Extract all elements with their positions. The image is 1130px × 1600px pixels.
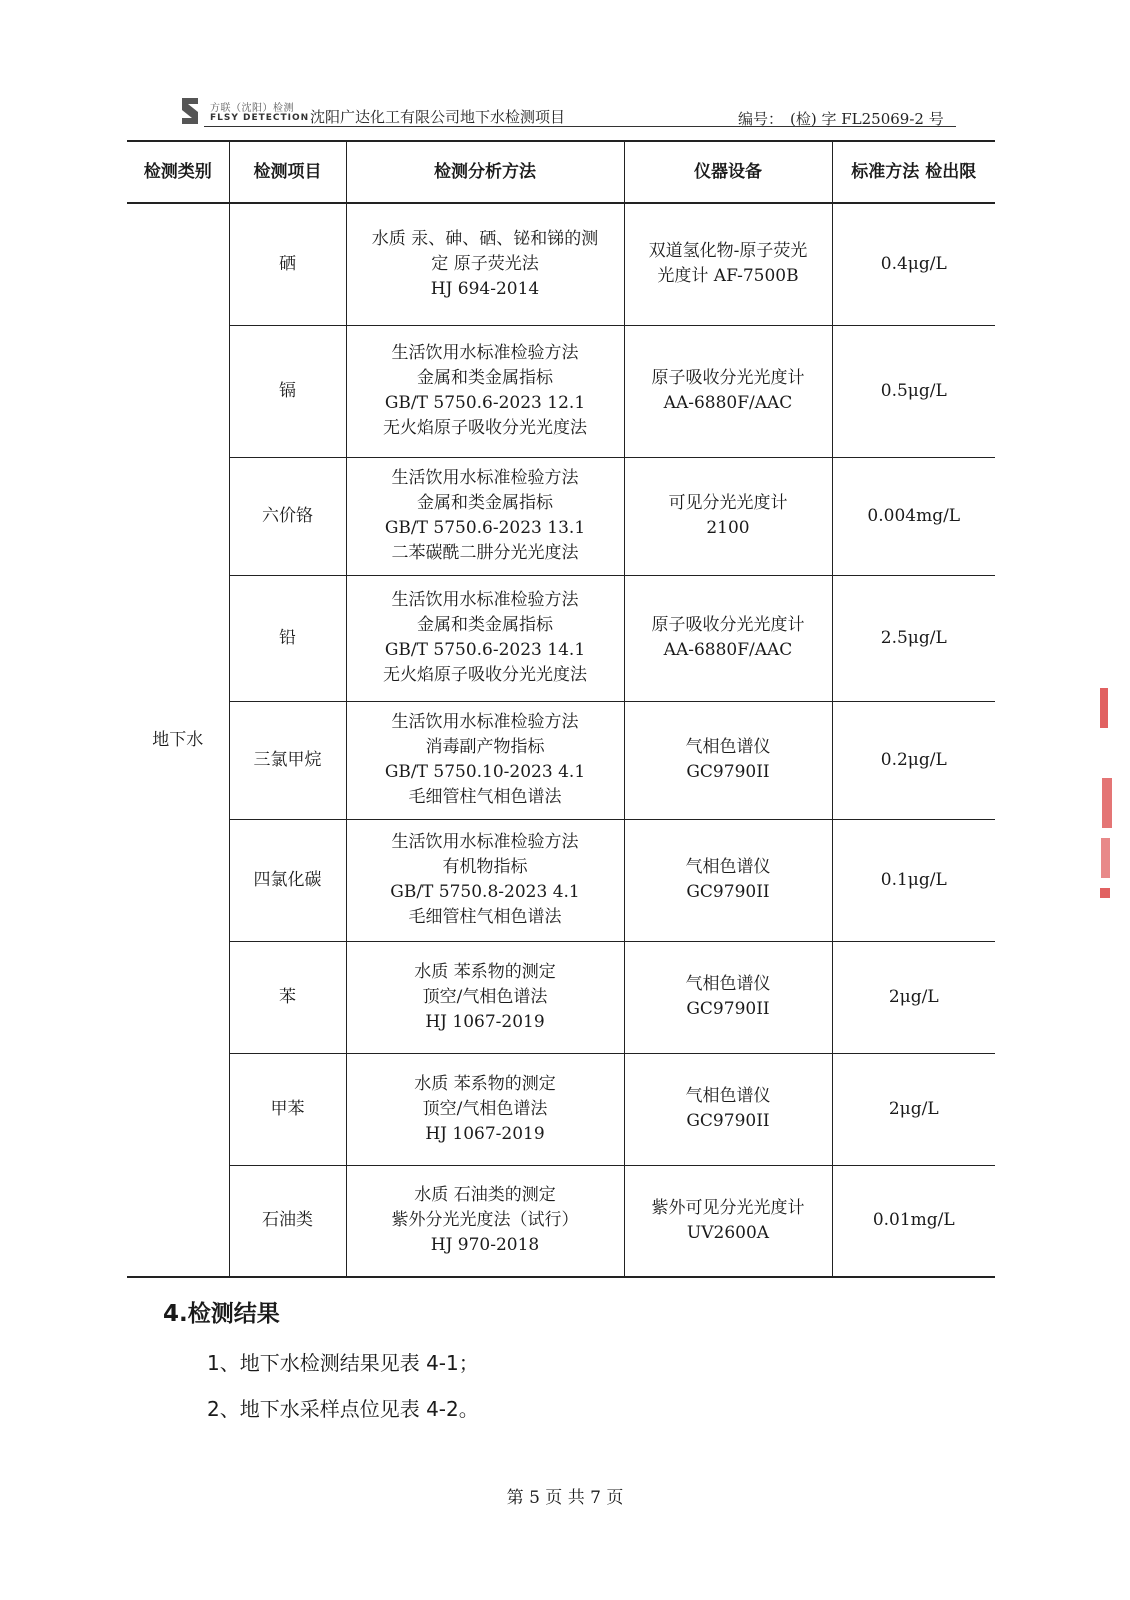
method-cell	[346, 701, 624, 819]
instrument-line: GC9790II	[686, 882, 770, 902]
instrument-line: 原子吸收分光光度计	[651, 368, 805, 388]
method-cell	[346, 819, 624, 941]
item-cell: 镉	[229, 325, 346, 457]
table-row	[127, 575, 995, 701]
method-line: 紫外分光光度法（试行）	[391, 1210, 579, 1231]
item-cell: 四氯化碳	[229, 819, 346, 941]
project-title: 沈阳广达化工有限公司地下水检测项目	[310, 108, 566, 126]
item-cell: 甲苯	[229, 1053, 346, 1165]
instrument-cell	[624, 575, 832, 701]
instrument-line: 气相色谱仪	[685, 737, 771, 757]
instrument-line: 气相色谱仪	[685, 974, 771, 994]
instrument-line: 可见分光光度计	[668, 493, 788, 513]
method-line: 定 原子荧光法	[431, 253, 539, 274]
instrument-cell	[624, 1053, 832, 1165]
limit-cell: 2μg/L	[832, 941, 995, 1053]
method-line: HJ 694-2014	[430, 278, 540, 299]
instrument-cell	[624, 1165, 832, 1277]
result-item-2: 2、地下水采样点位见表 4-2。	[207, 1397, 479, 1421]
instrument-line: 紫外可见分光光度计	[651, 1197, 805, 1218]
table-header-row	[127, 141, 995, 203]
red-stamp-fragment	[1098, 688, 1114, 908]
method-line: HJ 1067-2019	[425, 1011, 545, 1032]
method-line: 金属和类金属指标	[417, 493, 553, 513]
limit-cell: 0.004mg/L	[832, 457, 995, 575]
method-line: 二苯碳酰二肼分光光度法	[391, 543, 579, 563]
table-row	[127, 1053, 995, 1165]
table-row	[127, 203, 995, 325]
method-cell	[346, 1165, 624, 1277]
instrument-line: 光度计 AF-7500B	[657, 266, 799, 287]
method-line: 顶空/气相色谱法	[422, 1098, 548, 1119]
method-line: 无火焰原子吸收分光光度法	[383, 418, 587, 438]
header-limit-line2: 检出限	[925, 162, 977, 182]
company-logo-icon	[178, 96, 202, 126]
instrument-cell	[624, 203, 832, 325]
instrument-cell	[624, 457, 832, 575]
method-line: GB/T 5750.6-2023 12.1	[384, 393, 586, 413]
table-row	[127, 325, 995, 457]
code-label: 编号：	[738, 110, 784, 128]
limit-cell: 0.5μg/L	[832, 325, 995, 457]
instrument-line: GC9790II	[686, 999, 770, 1019]
page-header	[0, 0, 1130, 140]
instrument-line: GC9790II	[686, 762, 770, 782]
header-item: 检测项目	[229, 141, 346, 203]
instrument-line: 气相色谱仪	[685, 1086, 771, 1106]
method-line: HJ 970-2018	[430, 1235, 540, 1256]
instrument-line: GC9790II	[686, 1111, 770, 1131]
header-rule	[204, 126, 956, 127]
instrument-line: 气相色谱仪	[685, 857, 771, 877]
instrument-cell	[624, 701, 832, 819]
limit-cell: 0.1μg/L	[832, 819, 995, 941]
method-line: 金属和类金属指标	[417, 615, 553, 635]
method-line: 消毒副产物指标	[425, 737, 545, 757]
method-line: GB/T 5750.6-2023 14.1	[384, 640, 586, 660]
method-cell	[346, 325, 624, 457]
method-line: GB/T 5750.6-2023 13.1	[384, 518, 586, 538]
logo-cn-text: 方联（沈阳）检测	[210, 103, 294, 114]
instrument-cell	[624, 325, 832, 457]
table-row	[127, 701, 995, 819]
method-line: 顶空/气相色谱法	[422, 986, 548, 1007]
result-item-1: 1、地下水检测结果见表 4-1；	[207, 1351, 479, 1375]
method-line: 水质 苯系物的测定	[414, 961, 556, 982]
table-row	[127, 819, 995, 941]
header-limit-line1: 标准方法	[851, 162, 920, 182]
item-cell: 硒	[229, 203, 346, 325]
header-limit	[832, 141, 995, 203]
method-cell	[346, 1053, 624, 1165]
item-cell: 三氯甲烷	[229, 701, 346, 819]
instrument-line: AA-6880F/AAC	[663, 393, 793, 413]
limit-cell: 2μg/L	[832, 1053, 995, 1165]
method-line: GB/T 5750.8-2023 4.1	[390, 882, 580, 902]
method-line: 水质 石油类的测定	[414, 1185, 556, 1206]
method-line: 毛细管柱气相色谱法	[408, 787, 562, 807]
limit-cell: 0.2μg/L	[832, 701, 995, 819]
logo-en-text: FLSY DETECTION	[210, 113, 310, 123]
method-cell	[346, 941, 624, 1053]
method-line: 水质 汞、砷、硒、铋和锑的测	[371, 228, 599, 249]
method-line: 毛细管柱气相色谱法	[408, 907, 562, 927]
method-cell	[346, 457, 624, 575]
method-cell	[346, 575, 624, 701]
instrument-line: 2100	[706, 518, 750, 538]
method-line: 无火焰原子吸收分光光度法	[383, 665, 587, 685]
instrument-line: UV2600A	[686, 1222, 770, 1243]
method-line: 水质 苯系物的测定	[414, 1073, 556, 1094]
header-category: 检测类别	[127, 141, 229, 203]
instrument-line: AA-6880F/AAC	[663, 640, 793, 660]
method-line: HJ 1067-2019	[425, 1123, 545, 1144]
table-row	[127, 457, 995, 575]
instrument-cell	[624, 941, 832, 1053]
method-table	[127, 140, 995, 1278]
instrument-cell	[624, 819, 832, 941]
instrument-line: 双道氢化物-原子荧光	[648, 241, 808, 262]
method-cell	[346, 203, 624, 325]
report-code: (检) 字 FL25069-2 号	[790, 110, 944, 128]
method-line: 金属和类金属指标	[417, 368, 553, 388]
table-row	[127, 1165, 995, 1277]
table-row	[127, 941, 995, 1053]
limit-cell: 0.01mg/L	[832, 1165, 995, 1277]
method-line: 生活饮用水标准检验方法	[391, 343, 579, 363]
method-line: 生活饮用水标准检验方法	[391, 712, 579, 732]
method-line: 生活饮用水标准检验方法	[391, 832, 579, 852]
header-instrument: 仪器设备	[624, 141, 832, 203]
method-line: 有机物指标	[442, 857, 528, 877]
method-line: 生活饮用水标准检验方法	[391, 468, 579, 488]
item-cell: 苯	[229, 941, 346, 1053]
limit-cell: 2.5μg/L	[832, 575, 995, 701]
page-number: 第 5 页 共 7 页	[506, 1488, 624, 1508]
method-line: GB/T 5750.10-2023 4.1	[384, 762, 586, 782]
item-cell: 六价铬	[229, 457, 346, 575]
category-cell: 地下水	[127, 203, 229, 1277]
item-cell: 铅	[229, 575, 346, 701]
limit-cell: 0.4μg/L	[832, 203, 995, 325]
instrument-line: 原子吸收分光光度计	[651, 615, 805, 635]
item-cell: 石油类	[229, 1165, 346, 1277]
table-body	[127, 203, 995, 1277]
header-method: 检测分析方法	[346, 141, 624, 203]
results-section-title: 4.检测结果	[163, 1301, 280, 1327]
method-line: 生活饮用水标准检验方法	[391, 590, 579, 610]
